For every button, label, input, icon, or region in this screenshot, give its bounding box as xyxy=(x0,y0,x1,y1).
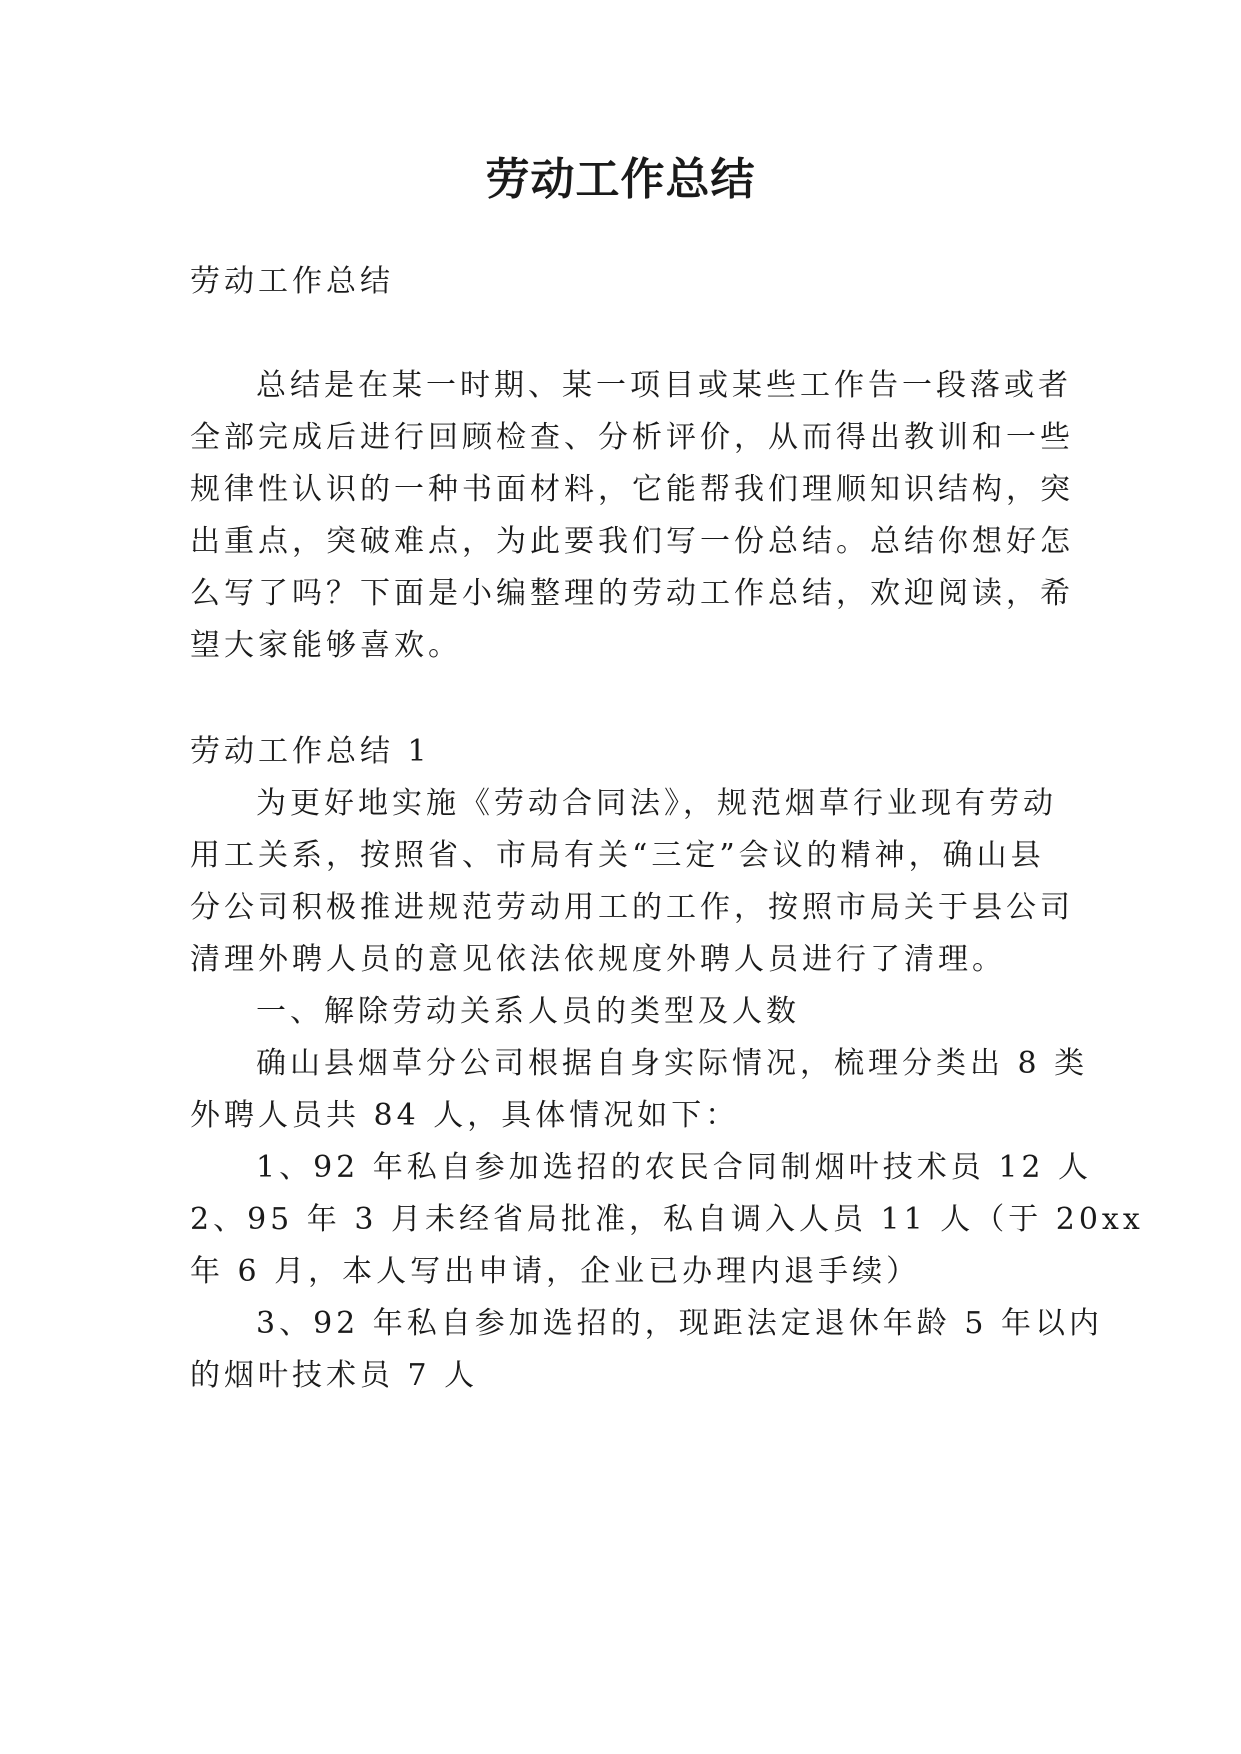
item-heading: 一、解除劳动关系人员的类型及人数 xyxy=(256,994,800,1029)
section-heading: 劳动工作总结 1 xyxy=(190,734,431,769)
para2-line-1: 确山县烟草分公司根据自身实际情况，梳理分类出 8 类 xyxy=(256,1046,1089,1081)
list-line-2: 2、95 年 3 月未经省局批准，私自调入人员 11 人（于 20xx xyxy=(190,1202,1144,1237)
para2-line-2: 外聘人员共 84 人，具体情况如下： xyxy=(190,1098,740,1133)
list-line-4: 3、92 年私自参加选招的，现距法定退休年龄 5 年以内 xyxy=(256,1306,1103,1341)
para1-line-4: 清理外聘人员的意见依法依规度外聘人员进行了清理。 xyxy=(190,942,1006,977)
list-line-3: 年 6 月，本人写出申请，企业已办理内退手续） xyxy=(190,1254,921,1289)
intro-line-2: 全部完成后进行回顾检查、分析评价，从而得出教训和一些 xyxy=(190,420,1074,455)
para1-line-1: 为更好地实施《劳动合同法》，规范烟草行业现有劳动 xyxy=(256,786,1057,821)
intro-line-6: 望大家能够喜欢。 xyxy=(190,628,462,663)
para1-line-3: 分公司积极推进规范劳动用工的工作，按照市局关于县公司 xyxy=(190,890,1074,925)
document-subtitle: 劳动工作总结 xyxy=(190,264,394,299)
list-line-1: 1、92 年私自参加选招的农民合同制烟叶技术员 12 人 xyxy=(256,1150,1093,1185)
document-title: 劳动工作总结 xyxy=(485,154,756,205)
para1-line-2: 用工关系，按照省、市局有关“三定”会议的精神，确山县 xyxy=(190,838,1045,873)
intro-line-4: 出重点，突破难点，为此要我们写一份总结。总结你想好怎 xyxy=(190,524,1074,559)
intro-line-3: 规律性认识的一种书面材料，它能帮我们理顺知识结构，突 xyxy=(190,472,1074,507)
list-line-5: 的烟叶技术员 7 人 xyxy=(190,1358,479,1393)
intro-line-1: 总结是在某一时期、某一项目或某些工作告一段落或者 xyxy=(256,368,1072,403)
intro-line-5: 么写了吗？下面是小编整理的劳动工作总结，欢迎阅读，希 xyxy=(190,576,1074,611)
